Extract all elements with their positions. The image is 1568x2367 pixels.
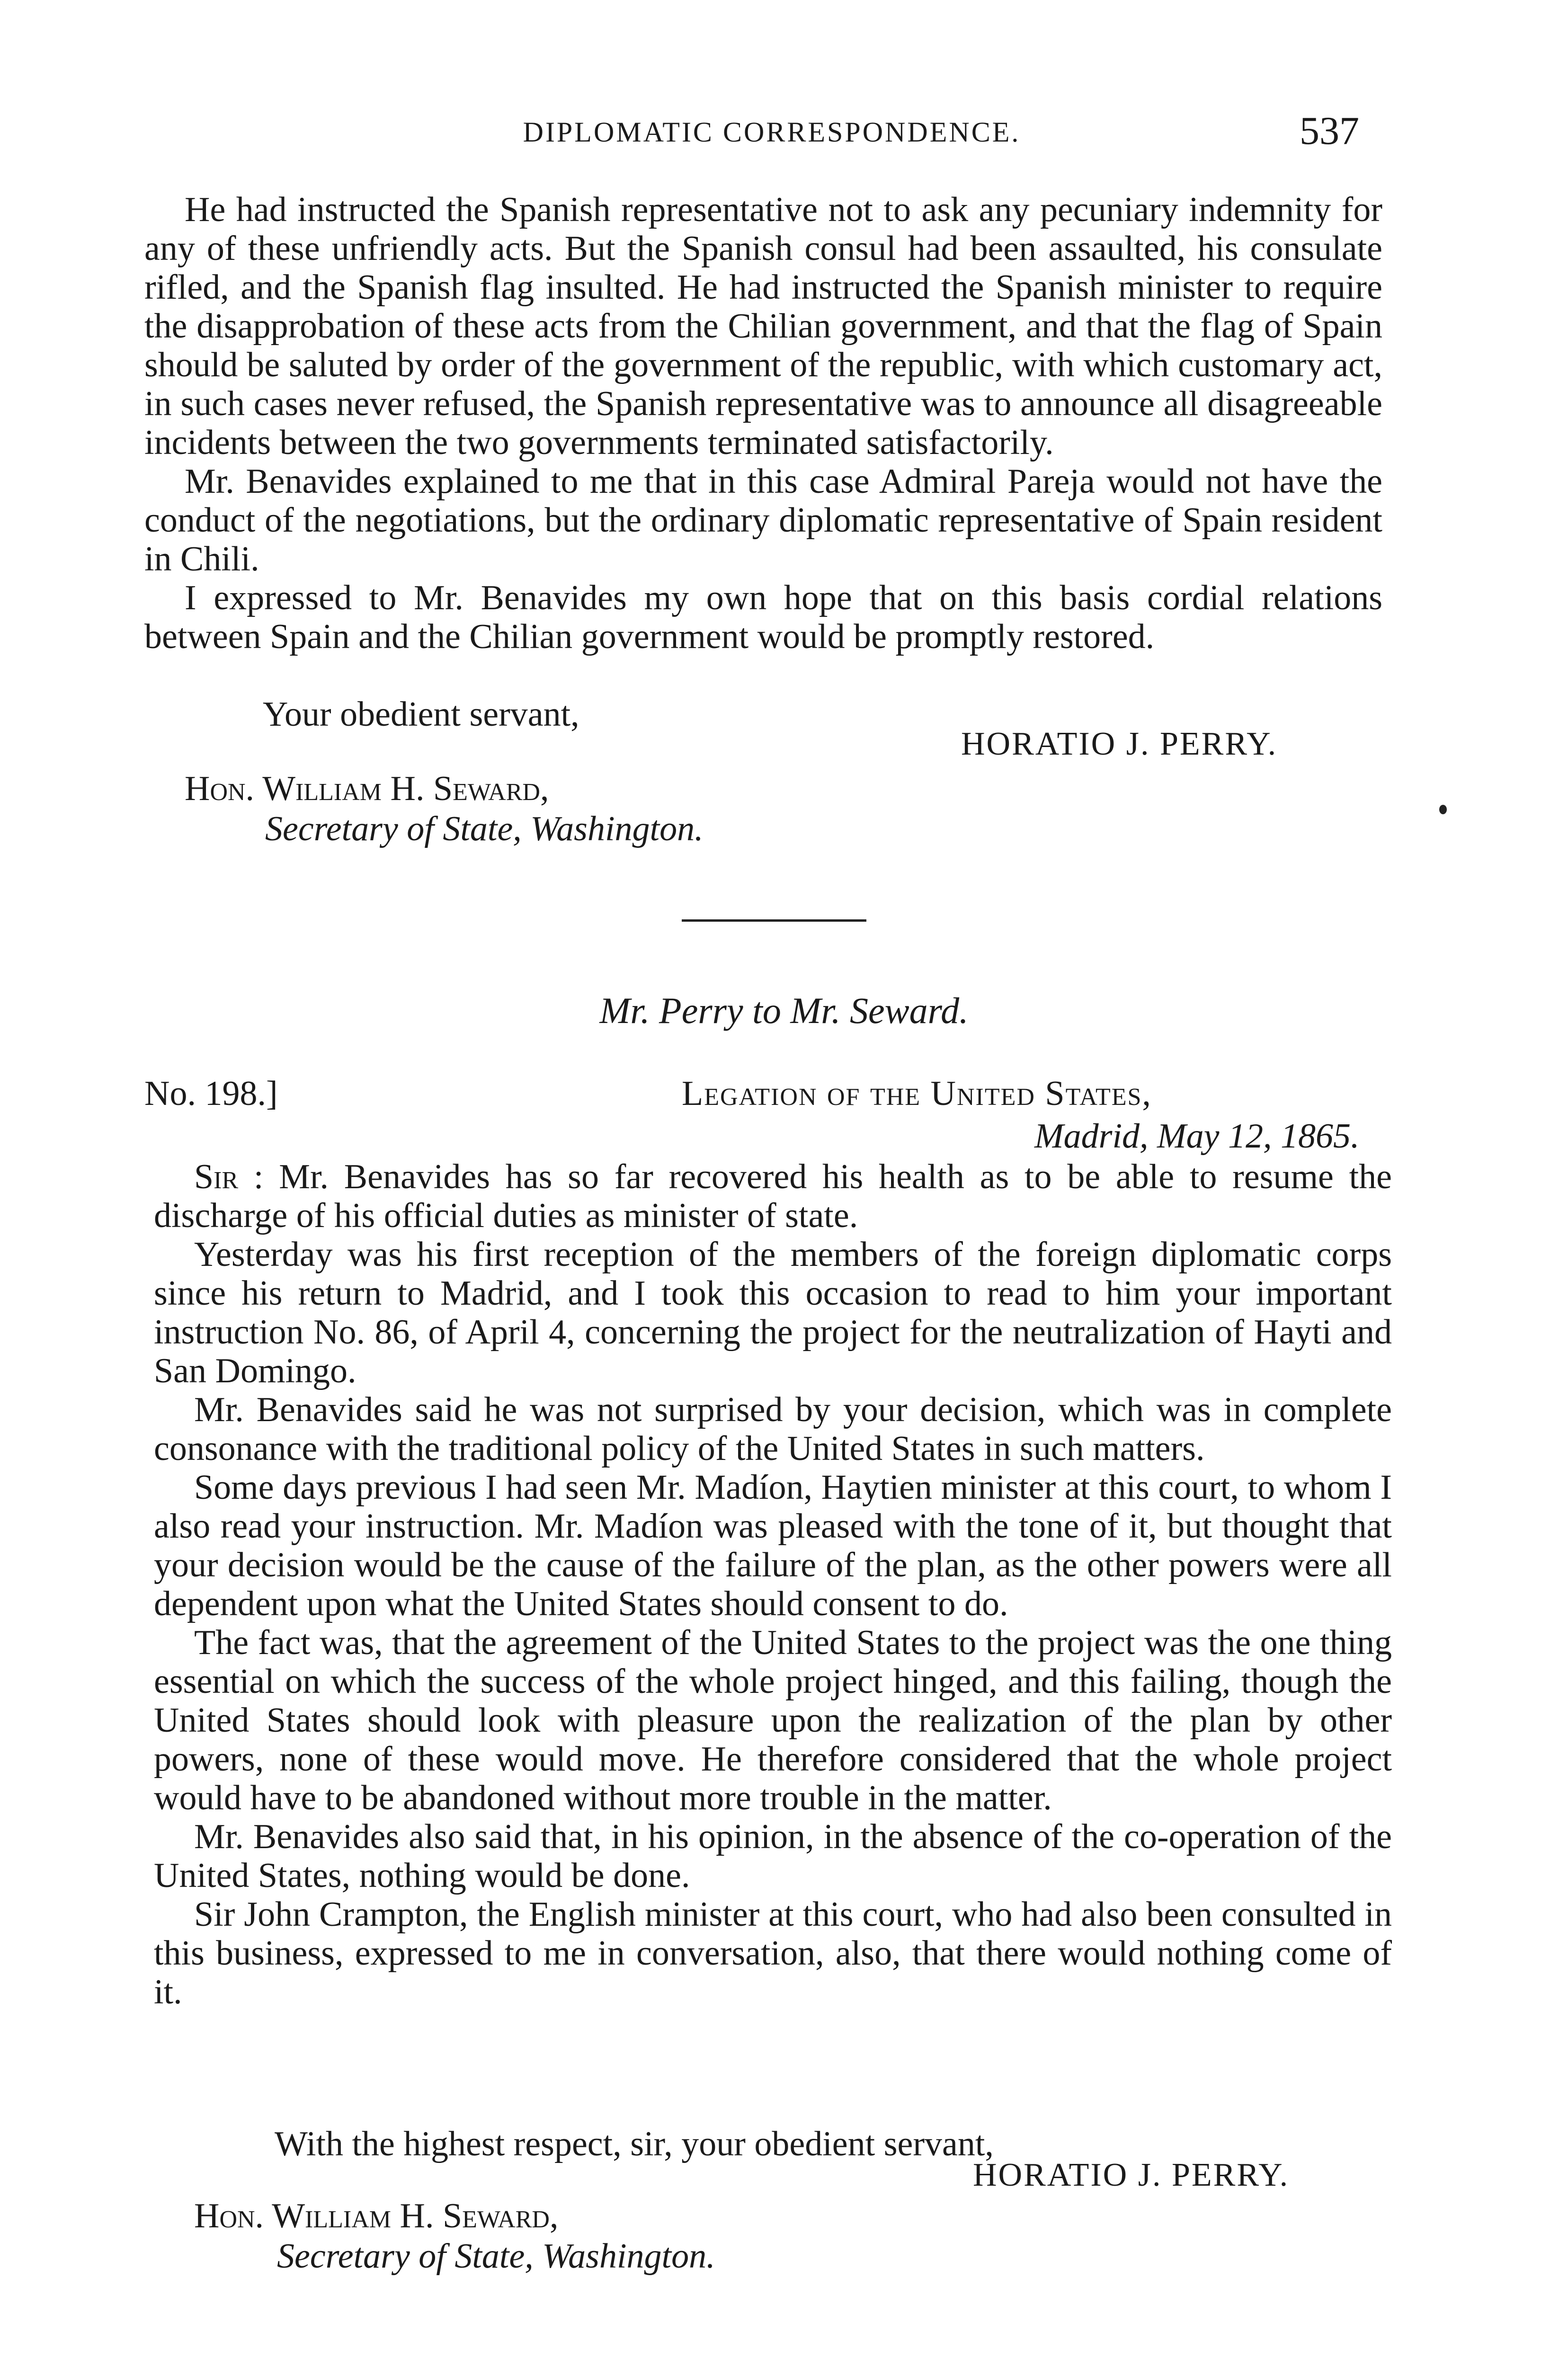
letter1-addressee-title: Secretary of State, Washington. xyxy=(265,810,704,848)
letter2-paragraph-6: Mr. Benavides also said that, in his opinion, in the absence of the co-operation of the United States, nothing would be done. xyxy=(154,1817,1392,1895)
page-number: 537 xyxy=(1300,109,1359,153)
letter2-paragraph-2: Yesterday was his first reception of the members of the foreign diplomatic corps since his return to Madrid, and I took this occasion to read to him your important instruction No. 86, of April 4, concerning the project for the neutralization of Hayti and San Domingo. xyxy=(154,1235,1392,1390)
letter1-addressee-name: Hon. William H. Seward, xyxy=(185,769,549,808)
letter2-salutation: Sir : xyxy=(194,1157,264,1196)
letter2-paragraph-1-text: Mr. Benavides has so far recovered his health as to be able to resume the discharge of his official duties as minister of state. xyxy=(154,1157,1392,1235)
letter2-dateline: Madrid, May 12, 1865. xyxy=(1034,1117,1360,1156)
running-head: DIPLOMATIC CORRESPONDENCE. xyxy=(523,116,1021,148)
letter1-closing: Your obedient servant, xyxy=(263,695,579,734)
letter2-closing: With the highest respect, sir, your obedient servant, xyxy=(275,2125,994,2163)
letter1-body xyxy=(144,190,1382,656)
letter2-paragraph-1 xyxy=(154,1157,1392,1235)
letter2-addressee-title: Secretary of State, Washington. xyxy=(277,2237,715,2276)
letter2-number: No. 198.] xyxy=(144,1074,278,1113)
letter2-paragraph-4: Some days previous I had seen Mr. Madíon, Haytien minister at this court, to whom I also read your instruction. Mr. Madíon was pleased with the tone of it, but thought that your decision would be the cause of the failure of the plan, as the other powers were all dependent upon what the United States should consent to do. xyxy=(154,1468,1392,1623)
letter2-paragraph-7: Sir John Crampton, the English minister at this court, who had also been consulted in this business, expressed to me in conversation, also, that there would nothing come of it. xyxy=(154,1895,1392,2011)
letter2-paragraph-5: The fact was, that the agreement of the United States to the project was the one thing essential on which the success of the whole project hinged, and this failing, though the United States should look with pleasure upon the realization of the plan by other powers, none of these would move. He therefore considered that the whole project would have to be abandoned without more trouble in the matter. xyxy=(154,1623,1392,1817)
letter2-legation: Legation of the United States, xyxy=(682,1074,1152,1113)
letter2-title: Mr. Perry to Mr. Seward. xyxy=(599,990,969,1031)
letter1-paragraph-1: He had instructed the Spanish representative not to ask any pecuniary indemnity for any of these unfriendly acts. But the Spanish consul had been assaulted, his consulate rifled, and the Spanish flag insulted. He had instructed the Spanish minister to require the disapprobation of these acts from the Chilian government, and that the flag of Spain should be saluted by order of the government of the republic, with which customary act, in such cases never refused, the Spanish representative was to announce all disagreeable incidents between the two governments terminated satisfactorily. xyxy=(144,190,1382,462)
letter2-signature: HORATIO J. PERRY. xyxy=(973,2157,1290,2193)
letter1-paragraph-2: Mr. Benavides explained to me that in this case Admiral Pareja would not have the conduct of the negotiations, but the ordinary diplomatic representative of Spain resident in Chili. xyxy=(144,462,1382,578)
letter2-body xyxy=(154,1157,1392,2011)
stray-ink-mark xyxy=(1439,805,1447,814)
letter2-paragraph-3: Mr. Benavides said he was not surprised by your decision, which was in complete consonance with the traditional policy of the United States in such matters. xyxy=(154,1390,1392,1468)
letter1-paragraph-3: I expressed to Mr. Benavides my own hope that on this basis cordial relations between Spain and the Chilian government would be promptly restored. xyxy=(144,578,1382,656)
letter2-addressee-name: Hon. William H. Seward, xyxy=(194,2197,559,2235)
letter1-signature: HORATIO J. PERRY. xyxy=(961,726,1278,762)
section-divider xyxy=(682,919,866,922)
